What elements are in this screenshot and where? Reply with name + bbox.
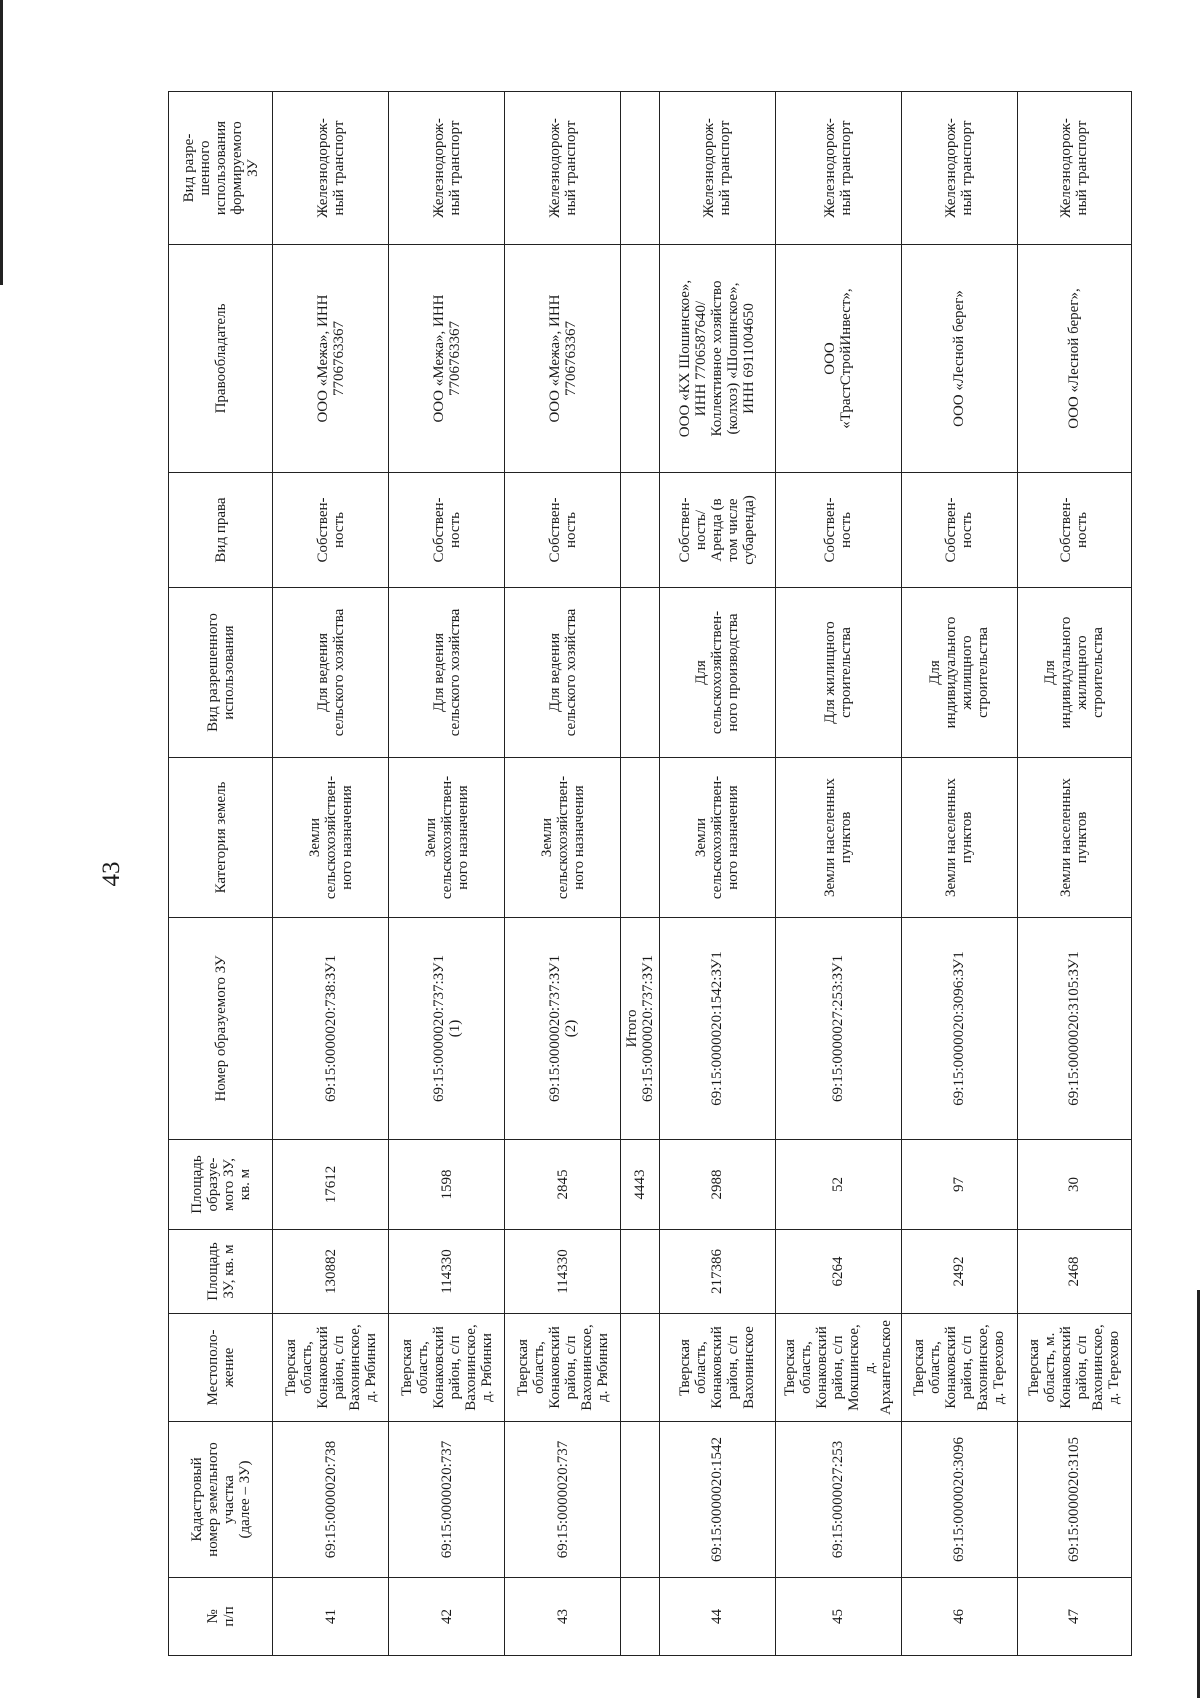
cell-row-num: 47 — [1017, 1578, 1131, 1656]
cell-new-area: 30 — [1017, 1140, 1131, 1230]
header-new-use: Вид разре- шенного использования формируемого ЗУ — [169, 92, 273, 245]
cell-owner: ООО «Лесной берег», — [1017, 245, 1131, 473]
cell-category: Земли населенных пунктов — [775, 758, 901, 918]
cell-area: 130882 — [273, 1230, 389, 1314]
table-row — [621, 92, 659, 1656]
cell-new-area: 97 — [901, 1140, 1017, 1230]
cell-new-number: 69:15:0000020:737:ЗУ1 (1) — [389, 918, 505, 1140]
cell-area — [621, 1230, 659, 1314]
cell-permitted-use: Для сельскохозяйствен- ного производства — [659, 588, 775, 758]
cell-category: Земли сельскохозяйствен- ного назначения — [659, 758, 775, 918]
cell-new-number: 69:15:0000020:737:ЗУ1 (2) — [505, 918, 621, 1140]
cell-owner: ООО «Межа», ИНН 7706763367 — [389, 245, 505, 473]
cell-new-area: 1598 — [389, 1140, 505, 1230]
cell-row-num: 42 — [389, 1578, 505, 1656]
cell-category: Земли населенных пунктов — [1017, 758, 1131, 918]
cell-area: 114330 — [389, 1230, 505, 1314]
table-row — [775, 92, 901, 1656]
cell-area: 2468 — [1017, 1230, 1131, 1314]
cell-new-area: 4443 — [621, 1140, 659, 1230]
cell-new-use: Железнодорож- ный транспорт — [1017, 92, 1131, 245]
cell-owner: ООО «ТрастСтройИнвест», — [775, 245, 901, 473]
cell-new-number: Итого 69:15:0000020:737:ЗУ1 — [621, 918, 659, 1140]
cell-category: Земли сельскохозяйствен- ного назначения — [389, 758, 505, 918]
cell-right-type — [621, 473, 659, 588]
header-new-number: Номер образуемого ЗУ — [169, 918, 273, 1140]
cell-location — [621, 1314, 659, 1422]
header-location: Местополо- жение — [169, 1314, 273, 1422]
cell-new-area: 52 — [775, 1140, 901, 1230]
table-row — [901, 92, 1017, 1656]
cell-row-num: 45 — [775, 1578, 901, 1656]
cell-permitted-use — [621, 588, 659, 758]
table-row — [273, 92, 389, 1656]
header-area: Площадь ЗУ, кв. м — [169, 1230, 273, 1314]
header-owner: Правообладатель — [169, 245, 273, 473]
cell-new-number: 69:15:0000020:3096:ЗУ1 — [901, 918, 1017, 1140]
cell-new-area: 2845 — [505, 1140, 621, 1230]
cell-permitted-use: Для индивидуального жилищного строительства — [1017, 588, 1131, 758]
cell-location: Тверская область, Конаковский район, с/п Вахонинское, д. Рябинки — [273, 1314, 389, 1422]
cell-new-use: Железнодорож- ный транспорт — [273, 92, 389, 245]
cell-new-use — [621, 92, 659, 245]
cell-owner: ООО «КХ Шошинское», ИНН 7706587640/ Коллективное хозяйство (колхоз) «Шошинское», ИНН 6911004650 — [659, 245, 775, 473]
cell-new-use: Железнодорож- ный транспорт — [901, 92, 1017, 245]
cell-permitted-use: Для жилищного строительства — [775, 588, 901, 758]
header-new-area: Площадь образуе- мого ЗУ, кв. м — [169, 1140, 273, 1230]
cell-new-area: 17612 — [273, 1140, 389, 1230]
cell-category — [621, 758, 659, 918]
cell-right-type: Собствен- ность/ Аренда (в том числе субаренда) — [659, 473, 775, 588]
table-row — [1017, 92, 1131, 1656]
table-row — [659, 92, 775, 1656]
cell-cadastral-number: 69:15:0000020:738 — [273, 1422, 389, 1578]
header-cadastral-number: Кадастровый номер земельного участка (далее – ЗУ) — [169, 1422, 273, 1578]
cell-cadastral-number: 69:15:0000020:737 — [505, 1422, 621, 1578]
cell-cadastral-number: 69:15:0000020:3096 — [901, 1422, 1017, 1578]
cell-new-use: Железнодорож- ный транспорт — [659, 92, 775, 245]
cell-area: 6264 — [775, 1230, 901, 1314]
cell-right-type: Собствен- ность — [273, 473, 389, 588]
cell-row-num — [621, 1578, 659, 1656]
cell-category: Земли сельскохозяйствен- ного назначения — [273, 758, 389, 918]
cell-right-type: Собствен- ность — [775, 473, 901, 588]
cell-right-type: Собствен- ность — [389, 473, 505, 588]
cell-cadastral-number: 69:15:0000020:3105 — [1017, 1422, 1131, 1578]
cell-cadastral-number: 69:15:0000020:737 — [389, 1422, 505, 1578]
cell-cadastral-number: 69:15:0000020:1542 — [659, 1422, 775, 1578]
cell-row-num: 46 — [901, 1578, 1017, 1656]
header-right-type: Вид права — [169, 473, 273, 588]
cell-new-number: 69:15:0000020:738:ЗУ1 — [273, 918, 389, 1140]
cell-area: 217386 — [659, 1230, 775, 1314]
cell-right-type: Собствен- ность — [505, 473, 621, 588]
cell-location: Тверская область, Конаковский район, с/п Мокшинское, д. Архангельское — [775, 1314, 901, 1422]
cell-new-use: Железнодорож- ный транспорт — [389, 92, 505, 245]
cell-category: Земли сельскохозяйствен- ного назначения — [505, 758, 621, 918]
cell-row-num: 43 — [505, 1578, 621, 1656]
header-permitted-use: Вид разрешенного использования — [169, 588, 273, 758]
cell-new-number: 69:15:0000027:253:ЗУ1 — [775, 918, 901, 1140]
page-number: 43 — [98, 861, 125, 887]
cell-owner: ООО «Лесной берег» — [901, 245, 1017, 473]
cell-location: Тверская область, Конаковский район, с/п Вахонинское, д. Рябинки — [389, 1314, 505, 1422]
cell-location: Тверская область, Конаковский район, с/п Вахонинское, д. Терехово — [901, 1314, 1017, 1422]
cell-permitted-use: Для индивидуального жилищного строительства — [901, 588, 1017, 758]
cell-area: 2492 — [901, 1230, 1017, 1314]
cell-permitted-use: Для ведения сельского хозяйства — [505, 588, 621, 758]
cell-right-type: Собствен- ность — [1017, 473, 1131, 588]
cell-new-number: 69:15:0000020:1542:ЗУ1 — [659, 918, 775, 1140]
cell-new-area: 2988 — [659, 1140, 775, 1230]
scan-edge-left — [0, 0, 3, 285]
cell-area: 114330 — [505, 1230, 621, 1314]
header-category: Категория земель — [169, 758, 273, 918]
rotated-table-container — [168, 92, 1132, 1656]
cell-row-num: 44 — [659, 1578, 775, 1656]
cell-new-number: 69:15:0000020:3105:ЗУ1 — [1017, 918, 1131, 1140]
cell-new-use: Железнодорож- ный транспорт — [775, 92, 901, 245]
cell-permitted-use: Для ведения сельского хозяйства — [389, 588, 505, 758]
cell-row-num: 41 — [273, 1578, 389, 1656]
cell-owner — [621, 245, 659, 473]
header-num: № п/п — [169, 1578, 273, 1656]
land-plots-table — [168, 91, 1132, 1656]
cell-right-type: Собствен- ность — [901, 473, 1017, 588]
table-row — [505, 92, 621, 1656]
cell-location: Тверская область, м. Конаковский район, с/п Вахонинское, д. Терехово — [1017, 1314, 1131, 1422]
cell-category: Земли населенных пунктов — [901, 758, 1017, 918]
cell-permitted-use: Для ведения сельского хозяйства — [273, 588, 389, 758]
table-header-row — [169, 92, 273, 1656]
cell-location: Тверская область, Конаковский район, с/п Вахонинское — [659, 1314, 775, 1422]
cell-cadastral-number: 69:15:0000027:253 — [775, 1422, 901, 1578]
cell-location: Тверская область, Конаковский район, с/п Вахонинское, д. Рябинки — [505, 1314, 621, 1422]
table-row — [389, 92, 505, 1656]
cell-owner: ООО «Межа», ИНН 7706763367 — [505, 245, 621, 473]
cell-cadastral-number — [621, 1422, 659, 1578]
cell-new-use: Железнодорож- ный транспорт — [505, 92, 621, 245]
cell-owner: ООО «Межа», ИНН 7706763367 — [273, 245, 389, 473]
